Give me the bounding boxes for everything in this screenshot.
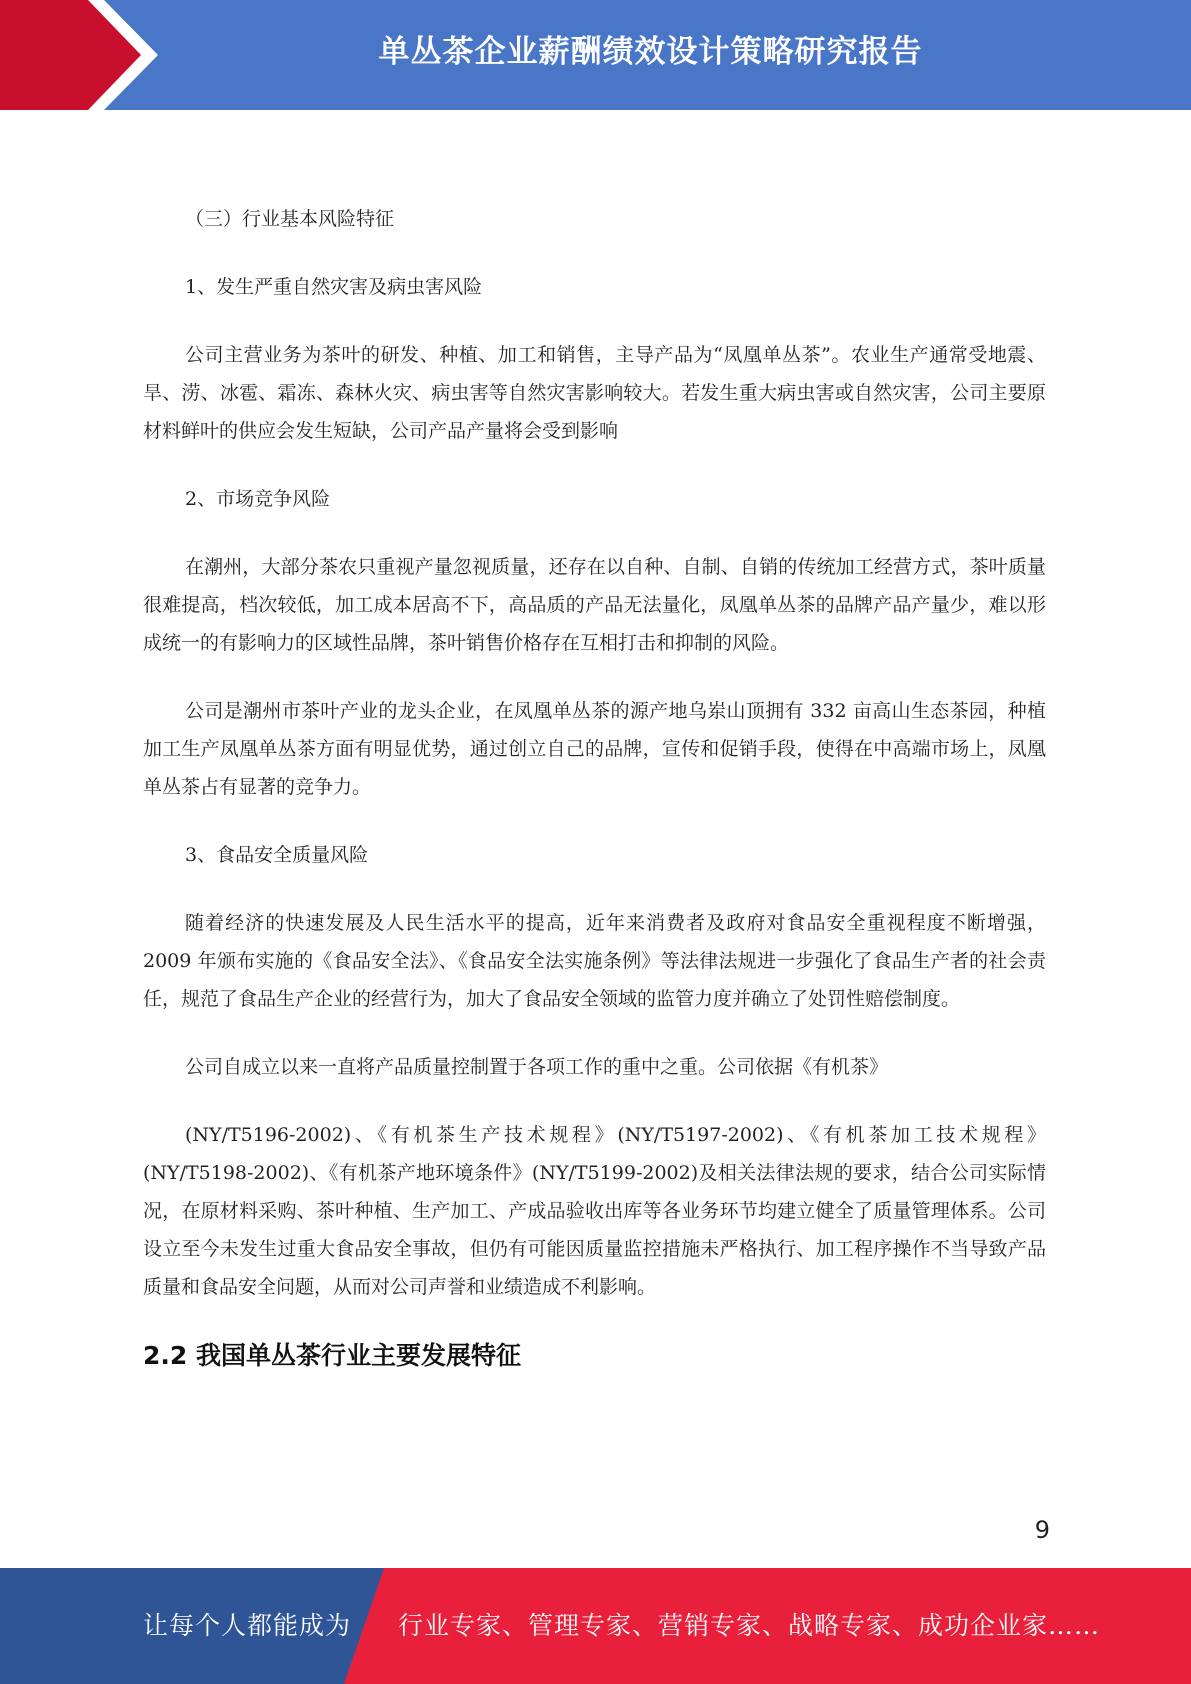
subsection-heading: 2.2 我国单丛茶行业主要发展特征 <box>143 1341 521 1370</box>
section-title: （三）行业基本风险特征 <box>185 208 395 230</box>
page-number: 9 <box>1034 1516 1050 1544</box>
risk2-paragraph-1: 在潮州，大部分茶农只重视产量忽视质量，还存在以自种、自制、自销的传统加工经营方式，茶叶质量很难提高，档次较低，加工成本居高不下，高品质的产品无法量化，凤凰单丛茶的品牌产品产量少，难以形成统一的有影响力的区域性品牌，茶叶销售价格存在互相打击和抑制的风险。 <box>143 556 1046 654</box>
risk3-paragraph-1: 随着经济的快速发展及人民生活水平的提高，近年来消费者及政府对食品安全重视程度不断增强，2009 年颁布实施的《食品安全法》、《食品安全法实施条例》等法律法规进一步强化了食品生产者的社会责任，规范了食品生产企业的经营行为，加大了食品安全领域的监管力度并确立了处罚性赔偿制度。 <box>143 912 1046 1010</box>
document-title: 单丛茶企业薪酬绩效设计策略研究报告 <box>378 34 923 70</box>
risk3-paragraph-2: 公司自成立以来一直将产品质量控制置于各项工作的重中之重。公司依据《有机茶》 <box>185 1056 889 1078</box>
header-red-chevron <box>0 0 150 110</box>
header-banner <box>0 0 1191 110</box>
footer-slogan-left: 让每个人都能成为 <box>143 1611 352 1640</box>
footer-slogan-right: 行业专家、管理专家、营销专家、战略专家、成功企业家…… <box>398 1611 1101 1640</box>
risk2-paragraph-2: 公司是潮州市茶叶产业的龙头企业，在凤凰单丛茶的源产地乌岽山顶拥有 332 亩高山生态茶园，种植加工生产凤凰单丛茶方面有明显优势，通过创立自己的品牌，宣传和促销手段，使得在中高端市场上，凤凰单丛茶占有显著的竞争力。 <box>143 700 1046 798</box>
risk2-heading: 2、市场竞争风险 <box>185 488 331 510</box>
risk3-paragraph-3: (NY/T5196-2002)、《有机茶生产技术规程》(NY/T5197-2002)、《有机茶加工技术规程》(NY/T5198-2002)、《有机茶产地环境条件》(NY/T5199-2002)及相关法律法规的要求，结合公司实际情况，在原材料采购、茶叶种植、生产加工、产成品验收出库等各业务环节均建立健全了质量管理体系。公司设立至今未发生过重大食品安全事故，但仍有可能因质量监控措施未严格执行、加工程序操作不当导致产品质量和食品安全问题，从而对公司声誉和业绩造成不利影响。 <box>143 1124 1046 1298</box>
footer-banner <box>0 1568 1191 1684</box>
risk1-heading: 1、发生严重自然灾害及病虫害风险 <box>185 276 483 298</box>
risk1-paragraph-1: 公司主营业务为茶叶的研发、种植、加工和销售，主导产品为“凤凰单丛茶”。农业生产通常受地震、旱、涝、冰雹、霜冻、森林火灾、病虫害等自然灾害影响较大。若发生重大病虫害或自然灾害，公司主要原材料鲜叶的供应会发生短缺，公司产品产量将会受到影响 <box>143 344 1046 442</box>
page-content <box>143 200 1046 1376</box>
risk3-heading: 3、食品安全质量风险 <box>185 844 369 866</box>
